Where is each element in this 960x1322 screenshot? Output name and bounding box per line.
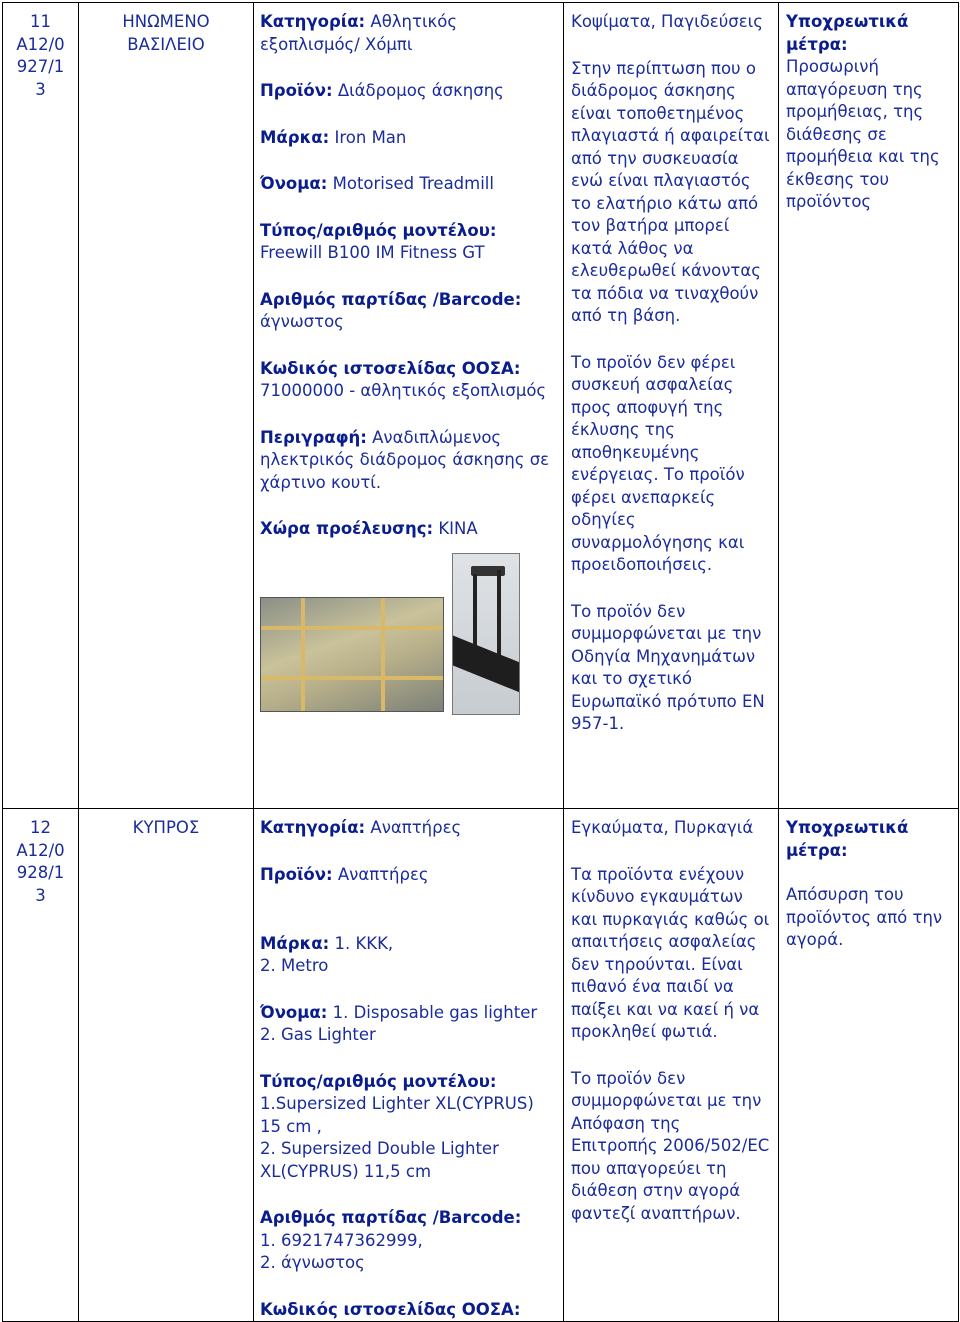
category-label: Κατηγορία: bbox=[260, 818, 366, 837]
oosa-value: 71000000 - αθλητικός εξοπλισμός bbox=[260, 381, 547, 400]
measures-value: Προσωρινή απαγόρευση της προμήθειας, της διάθεσης σε προμήθεια και της έκθεσης του προϊόντος bbox=[786, 57, 940, 211]
model-value: Freewill B100 IM Fitness GT bbox=[260, 243, 485, 262]
brand-value: 1. KKK, 2. Metro bbox=[260, 933, 394, 975]
oosa-field bbox=[260, 358, 557, 403]
category-value: Αναπτήρες bbox=[370, 818, 462, 837]
treadmill-photo bbox=[452, 553, 520, 715]
product-photos bbox=[260, 553, 557, 713]
name-field bbox=[260, 173, 557, 196]
batch-field bbox=[260, 1207, 557, 1275]
name-field bbox=[260, 1002, 557, 1047]
model-value: 1.Supersized Lighter XL(CYPRUS) 15 cm , 2. Supersized Double Lighter XL(CYPRUS) 11,5 cm bbox=[260, 1094, 534, 1181]
risk-paragraph: Το προϊόν δεν συμμορφώνεται με την Οδηγία Μηχανημάτων και το σχετικό Ευρωπαϊκό πρότυπο EN 957-1. bbox=[571, 601, 765, 733]
alerts-table bbox=[2, 2, 959, 1322]
brand-field bbox=[260, 910, 557, 978]
model-label: Τύπος/αριθμός μοντέλου: bbox=[260, 220, 497, 240]
product-description-cell bbox=[254, 3, 564, 809]
row-number-text: 11 A12/0 927/1 3 bbox=[16, 12, 65, 99]
category-value: Αθλητικός εξοπλισμός/ Χόμπι bbox=[260, 12, 458, 54]
risk-paragraph: Το προϊόν δεν συμμορφώνεται με την Απόφαση της Επιτροπής 2006/502/ΕC που απαγορεύει τη διάθεση στην αγορά φαντεζί αναπτήρων. bbox=[571, 1068, 770, 1223]
name-value: Motorised Treadmill bbox=[332, 174, 494, 193]
product-field bbox=[260, 864, 557, 887]
product-description-cell bbox=[254, 809, 564, 1322]
batch-value: άγνωστος bbox=[260, 312, 344, 331]
brand-label: Μάρκα: bbox=[260, 933, 330, 953]
risk-paragraph: Στην περίπτωση που ο διάδρομος άσκησης είναι τοποθετημένος πλαγιαστά ή αφαιρείται από την συσκευασία ενώ είναι πλαγιαστός το ελατήριο κάτω από τον βατήρα μπορεί κατά λάθος να ελευθερωθεί κάνοντας τα πόδια να τιναχθούν από τη βάση. bbox=[571, 58, 770, 325]
risk-title: Κοψίματα, Παγιδεύσεις bbox=[571, 12, 763, 31]
risk-title: Εγκαύματα, Πυρκαγιά bbox=[571, 818, 754, 837]
product-value: Αναπτήρες bbox=[337, 864, 429, 884]
batch-field bbox=[260, 289, 557, 334]
treadmill-box-photo bbox=[260, 597, 444, 712]
product-value: Διάδρομος άσκησης bbox=[337, 81, 504, 100]
origin-field bbox=[260, 518, 557, 541]
row-number-text: 12 A12/0 928/1 3 bbox=[16, 818, 65, 905]
brand-value: Iron Man bbox=[334, 127, 407, 147]
country-cell bbox=[79, 3, 254, 809]
batch-label: Αριθμός παρτίδας /Barcode: bbox=[260, 289, 522, 309]
description-field bbox=[260, 427, 557, 495]
risk-cell bbox=[564, 809, 779, 1322]
measures-label: Υποχρεωτικά μέτρα: bbox=[786, 12, 909, 54]
table-row bbox=[3, 3, 959, 809]
name-label: Όνομα: bbox=[260, 1002, 328, 1022]
row-number bbox=[3, 809, 79, 1322]
batch-label: Αριθμός παρτίδας /Barcode: bbox=[260, 1208, 522, 1227]
row-number bbox=[3, 3, 79, 809]
category-field bbox=[260, 11, 557, 56]
name-value: 1. Disposable gas lighter 2. Gas Lighter bbox=[260, 1002, 538, 1044]
risk-paragraph: Το προϊόν δεν φέρει συσκευή ασφαλείας προς αποφυγή της έκλυσης της αποθηκευμένης ενέργειας. Το προϊόν φέρει ανεπαρκείς οδηγίες συναρμολόγησης και προειδοποιήσεις. bbox=[571, 352, 745, 574]
country-text: ΚΥΠΡΟΣ bbox=[132, 818, 200, 837]
measures-label: Υποχρεωτικά μέτρα: bbox=[786, 818, 909, 860]
product-field bbox=[260, 80, 557, 103]
brand-field bbox=[260, 127, 557, 150]
measures-cell bbox=[779, 3, 959, 809]
country-cell bbox=[79, 809, 254, 1322]
category-label: Κατηγορία: bbox=[260, 12, 366, 31]
country-text: ΗΝΩΜΕΝΟ ΒΑΣΙΛΕΙΟ bbox=[122, 12, 210, 54]
origin-value: ΚΙΝΑ bbox=[438, 519, 478, 538]
description-label: Περιγραφή: bbox=[260, 427, 367, 447]
batch-value: 1. 6921747362999, 2. άγνωστος bbox=[260, 1230, 423, 1272]
origin-label: Χώρα προέλευσης: bbox=[260, 519, 434, 538]
oosa-label: Κωδικός ιστοσελίδας ΟΟΣΑ: bbox=[260, 1299, 521, 1319]
risk-cell bbox=[564, 3, 779, 809]
table-row bbox=[3, 809, 959, 1322]
measures-cell bbox=[779, 809, 959, 1322]
model-field bbox=[260, 1071, 557, 1184]
description-value: Αναδιπλώμενος ηλεκτρικός διάδρομος άσκησης σε χάρτινο κουτί. bbox=[260, 427, 550, 492]
measures-value: Απόσυρση του προϊόντος από την αγορά. bbox=[786, 885, 943, 949]
oosa-label: Κωδικός ιστοσελίδας ΟΟΣΑ: bbox=[260, 358, 521, 378]
brand-label: Μάρκα: bbox=[260, 127, 330, 147]
product-label: Προϊόν: bbox=[260, 864, 333, 884]
category-field bbox=[260, 817, 557, 840]
model-field bbox=[260, 220, 557, 265]
risk-paragraph: Τα προϊόντα ενέχουν κίνδυνο εγκαυμάτων και πυρκαγιάς καθώς οι απαιτήσεις ασφαλείας δεν τηρούνται. Είναι πιθανό ένα παιδί να παίξει και να καεί ή να προκληθεί φωτιά. bbox=[571, 864, 770, 1041]
model-label: Τύπος/αριθμός μοντέλου: bbox=[260, 1071, 497, 1091]
product-label: Προϊόν: bbox=[260, 81, 333, 100]
name-label: Όνομα: bbox=[260, 174, 328, 193]
oosa-field bbox=[260, 1299, 557, 1322]
